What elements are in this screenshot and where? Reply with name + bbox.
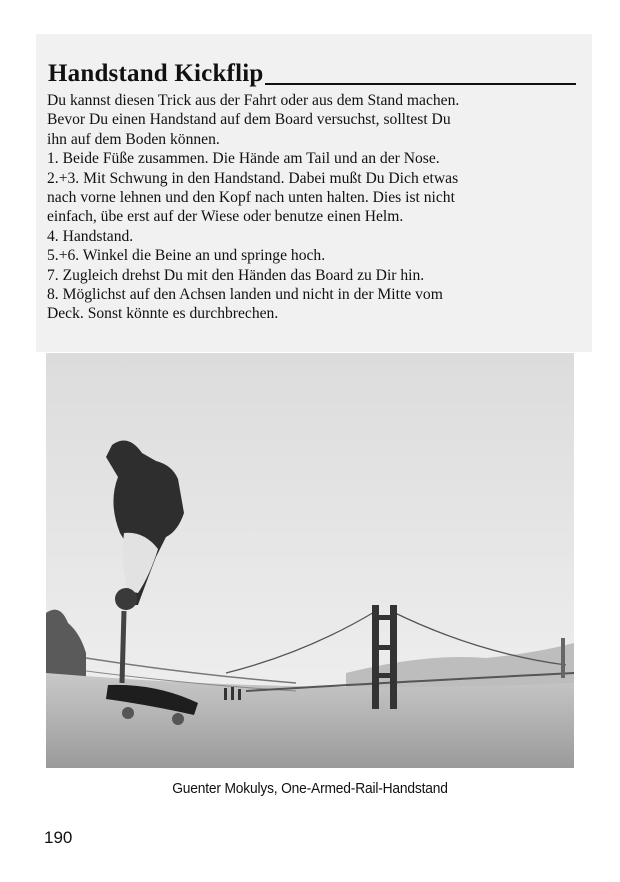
title-underline-rule [265, 83, 576, 85]
text-line: nach vorne lehnen und den Kopf nach unten halten. Dies ist nicht [47, 189, 455, 207]
step-4-line: 4. Handstand. [47, 227, 134, 245]
step-7-line: 7. Zugleich drehst Du mit den Händen das Board zu Dir hin. [47, 266, 425, 284]
page-number: 190 [44, 828, 73, 847]
text-line: einfach, übe erst auf der Wiese oder benutze einen Helm. [47, 208, 404, 226]
step-1-line: 1. Beide Füße zusammen. Die Hände am Tail und an der Nose. [47, 150, 440, 168]
distant-tower [561, 638, 565, 678]
text-line: Du kannst diesen Trick aus der Fahrt oder aus dem Stand machen. [47, 92, 460, 109]
step-8-line: 8. Möglichst auf den Achsen landen und nicht in der Mitte vom [47, 286, 443, 304]
text-panel [36, 34, 592, 352]
skateboard-handstand-photo [46, 353, 574, 768]
step-5-6-line: 5.+6. Winkel die Beine an und springe hoch. [47, 247, 326, 265]
text-line: Deck. Sonst könnte es durchbrechen. [47, 305, 279, 323]
step-2-3-line: 2.+3. Mit Schwung in den Handstand. Dabei mußt Du Dich etwas [47, 169, 459, 187]
photo-illustration [46, 353, 574, 768]
text-line: Bevor Du einen Handstand auf dem Board versuchst, solltest Du [47, 111, 451, 129]
photo-caption: Guenter Mokulys, One-Armed-Rail-Handstand [172, 780, 448, 797]
text-line: ihn auf dem Boden können. [47, 130, 220, 148]
section-title: Handstand Kickflip [48, 60, 264, 87]
instructions-text [47, 91, 579, 324]
title-row [48, 54, 576, 88]
